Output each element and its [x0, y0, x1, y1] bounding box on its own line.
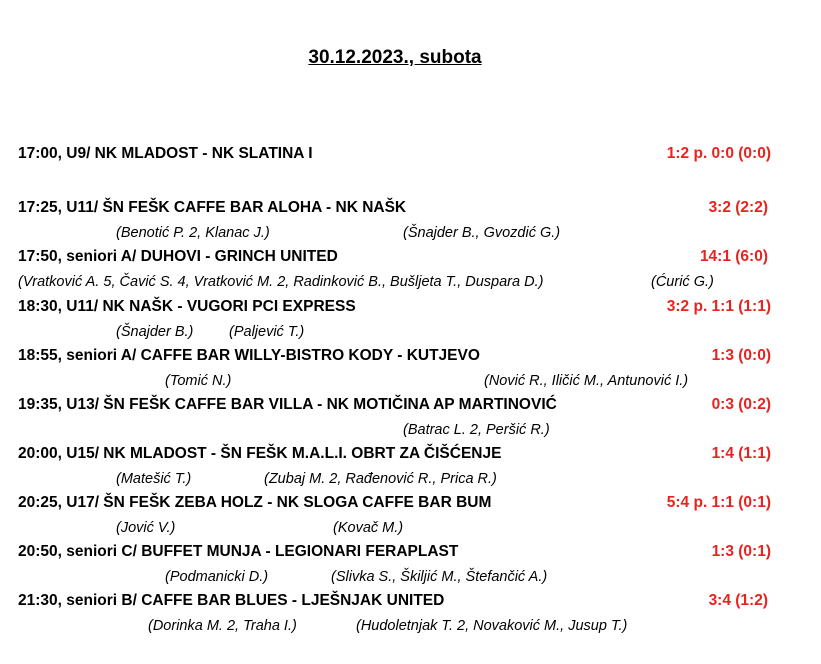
away-scorers: (Kovač M.) — [333, 520, 404, 536]
home-scorers: (Jović V.) — [116, 520, 176, 536]
match-result: 5:4 p. 1:1 (0:1) — [666, 494, 771, 511]
home-scorers: (Benotić P. 2, Klanac J.) — [116, 225, 270, 241]
away-scorers: (Ćurić G.) — [651, 274, 714, 290]
match-fixture: 20:00, U15/ NK MLADOST - ŠN FEŠK M.A.L.I. OBRT ZA ČIŠĆENJE — [18, 445, 502, 462]
match-fixture: 20:50, seniori C/ BUFFET MUNJA - LEGIONARI FERAPLAST — [18, 543, 459, 560]
match-result: 3:4 (1:2) — [708, 592, 768, 609]
away-scorers: (Batrac L. 2, Peršić R.) — [403, 422, 550, 438]
page-title: 30.12.2023., subota — [308, 47, 482, 68]
home-scorers: (Tomić N.) — [165, 373, 232, 389]
match-result: 3:2 (2:2) — [708, 199, 768, 216]
match-result: 14:1 (6:0) — [699, 248, 768, 265]
match-fixture: 21:30, seniori B/ CAFFE BAR BLUES - LJEŠNJAK UNITED — [18, 592, 445, 609]
home-scorers: (Šnajder B.) — [116, 324, 194, 340]
away-scorers: (Hudoletnjak T. 2, Novaković M., Jusup T.) — [356, 618, 628, 634]
away-scorers: (Paljević T.) — [229, 324, 305, 340]
away-scorers: (Zubaj M. 2, Rađenović R., Prica R.) — [264, 471, 497, 487]
match-result: 1:3 (0:0) — [711, 347, 771, 364]
match-fixture: 17:25, U11/ ŠN FEŠK CAFFE BAR ALOHA - NK NAŠK — [18, 199, 407, 216]
match-fixture: 17:00, U9/ NK MLADOST - NK SLATINA I — [18, 145, 313, 162]
match-result: 1:3 (0:1) — [711, 543, 771, 560]
home-scorers: (Dorinka M. 2, Traha I.) — [148, 618, 297, 634]
match-fixture: 18:55, seniori A/ CAFFE BAR WILLY-BISTRO KODY - KUTJEVO — [18, 347, 480, 364]
home-scorers: (Podmanicki D.) — [165, 569, 269, 585]
away-scorers: (Nović R., Iličić M., Antunović I.) — [484, 373, 689, 389]
match-fixture: 17:50, seniori A/ DUHOVI - GRINCH UNITED — [18, 248, 338, 265]
match-fixture: 18:30, U11/ NK NAŠK - VUGORI PCI EXPRESS — [18, 298, 356, 315]
match-result: 1:2 p. 0:0 (0:0) — [666, 145, 771, 162]
match-fixture: 19:35, U13/ ŠN FEŠK CAFFE BAR VILLA - NK MOTIČINA AP MARTINOVIĆ — [18, 396, 557, 413]
away-scorers: (Slivka S., Škiljić M., Štefančić A.) — [331, 569, 548, 585]
match-fixture: 20:25, U17/ ŠN FEŠK ZEBA HOLZ - NK SLOGA CAFFE BAR BUM — [18, 494, 492, 511]
match-result: 3:2 p. 1:1 (1:1) — [666, 298, 771, 315]
home-scorers: (Vratković A. 5, Čavić S. 4, Vratković M. 2, Radinković B., Bušljeta T., Duspara D.) — [18, 274, 544, 290]
match-result: 1:4 (1:1) — [711, 445, 771, 462]
home-scorers: (Matešić T.) — [116, 471, 192, 487]
away-scorers: (Šnajder B., Gvozdić G.) — [403, 225, 561, 241]
match-result: 0:3 (0:2) — [711, 396, 771, 413]
